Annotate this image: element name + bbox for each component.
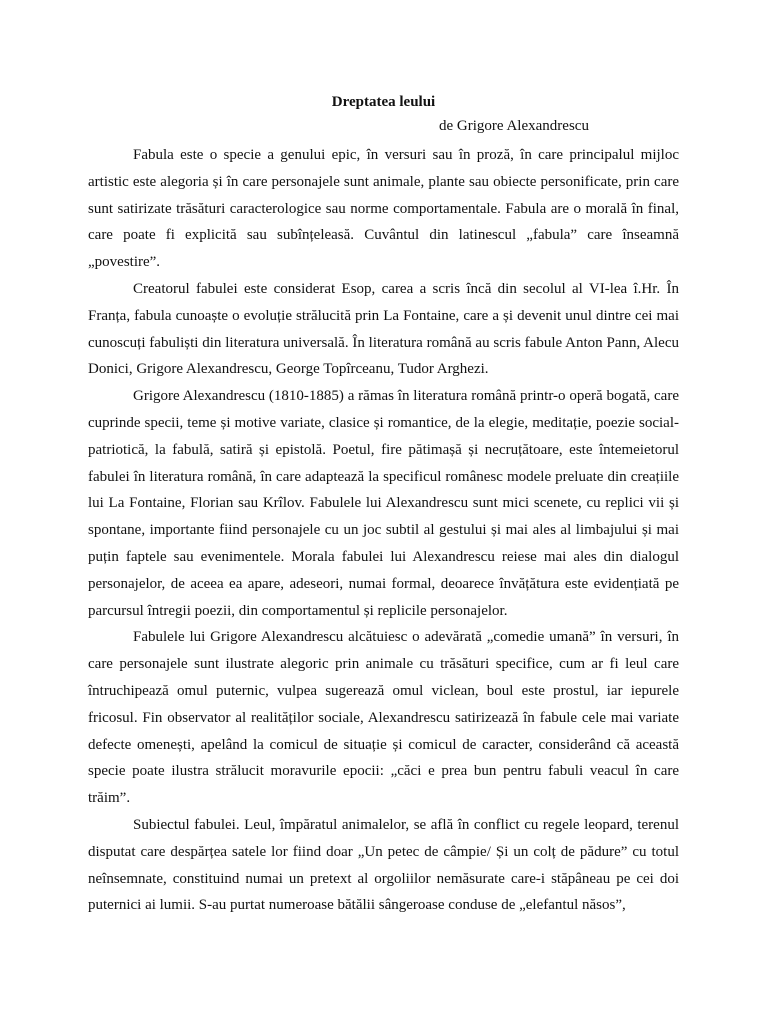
paragraph-fabula-definition: Fabula este o specie a genului epic, în versuri sau în proză, în care principalul mijloc artistic este alegoria și în care personajele sunt animale, plante sau obiecte personificate, prin care sunt satirizate trăsături caracterologice sau norme comportamentale. Fabula are o morală în final, care poate fi explicită sau subînțeleasă. Cuvântul din latinescul „fabula” care înseamnă „povestire”.	[88, 147, 679, 271]
paragraph-comedie-umana: Fabulele lui Grigore Alexandrescu alcătuiesc o adevărată „comedie umană” în versuri, în care personajele sunt ilustrate alegoric prin animale cu trăsături specifice, cum ar fi leul care întruchipează omul puternic, vulpea sugerează omul viclean, boul este prostul, iar iepurele fricosul. Fin observator al realităților sociale, Alexandrescu satirizează în fabule cele mai variate defecte omenești, apelând la comicul de situație și comicul de caracter, considerând că această specie poate ilustra strălucit moravurile epocii: „căci e prea bun pentru fabuli veacul în care trăim”.	[88, 629, 679, 807]
paragraph-subiectul-fabulei: Subiectul fabulei. Leul, împăratul animalelor, se află în conflict cu regele leopard, terenul disputat care despărțea satele lor fiind doar „Un petec de câmpie/ Și un colț de pădure” cu totul neînsemnate, constituind numai un pretext al orgoliilor nemăsurate care-i stăpâneau pe cei doi puternici ai lumii. S-au purtat numeroase bătălii sângeroase conduse de „elefantul năsos”,	[88, 816, 679, 914]
paragraph-fabula-history: Creatorul fabulei este considerat Esop, carea a scris încă din secolul al VI-lea î.Hr. În Franța, fabula cunoaște o evoluție strălucită prin La Fontaine, care a și devenit unul dintre cei mai cunoscuți fabuliști din literatura universală. În literatura română au scris fabule Anton Pann, Alecu Donici, Grigore Alexandrescu, George Topîrceanu, Tudor Arghezi.	[88, 280, 679, 378]
paragraph-author-biography: Grigore Alexandrescu (1810-1885) a rămas în literatura română printr-o operă bogată, care cuprinde specii, teme și motive variate, clasice și romantice, de la elegie, meditație, poezie social-patriotică, la fabulă, satiră și epistolă. Poetul, fire pătimașă și necruțătoare, este întemeietorul fabulei în literatura română, în care adaptează la specificul românesc modele preluate din creațiile lui La Fontaine, Florian sau Krîlov. Fabulele lui Alexandrescu sunt mici scenete, cu replici vii și spontane, importante fiind personajele cu un joc subtil al gestului și mai ales al limbajului și mai puțin faptele sau evenimentele. Morala fabulei lui Alexandrescu reiese mai ales din dialogul personajelor, de aceea ea apare, adeseori, numai formal, deoarece învățătura este evidențiată pe parcursul întregii poezii, din comportamentul și replicile personajelor.	[88, 388, 679, 619]
document-body	[88, 90, 679, 919]
document-author: de Grigore Alexandrescu	[439, 118, 589, 134]
document-title: Dreptatea leului	[331, 94, 436, 110]
